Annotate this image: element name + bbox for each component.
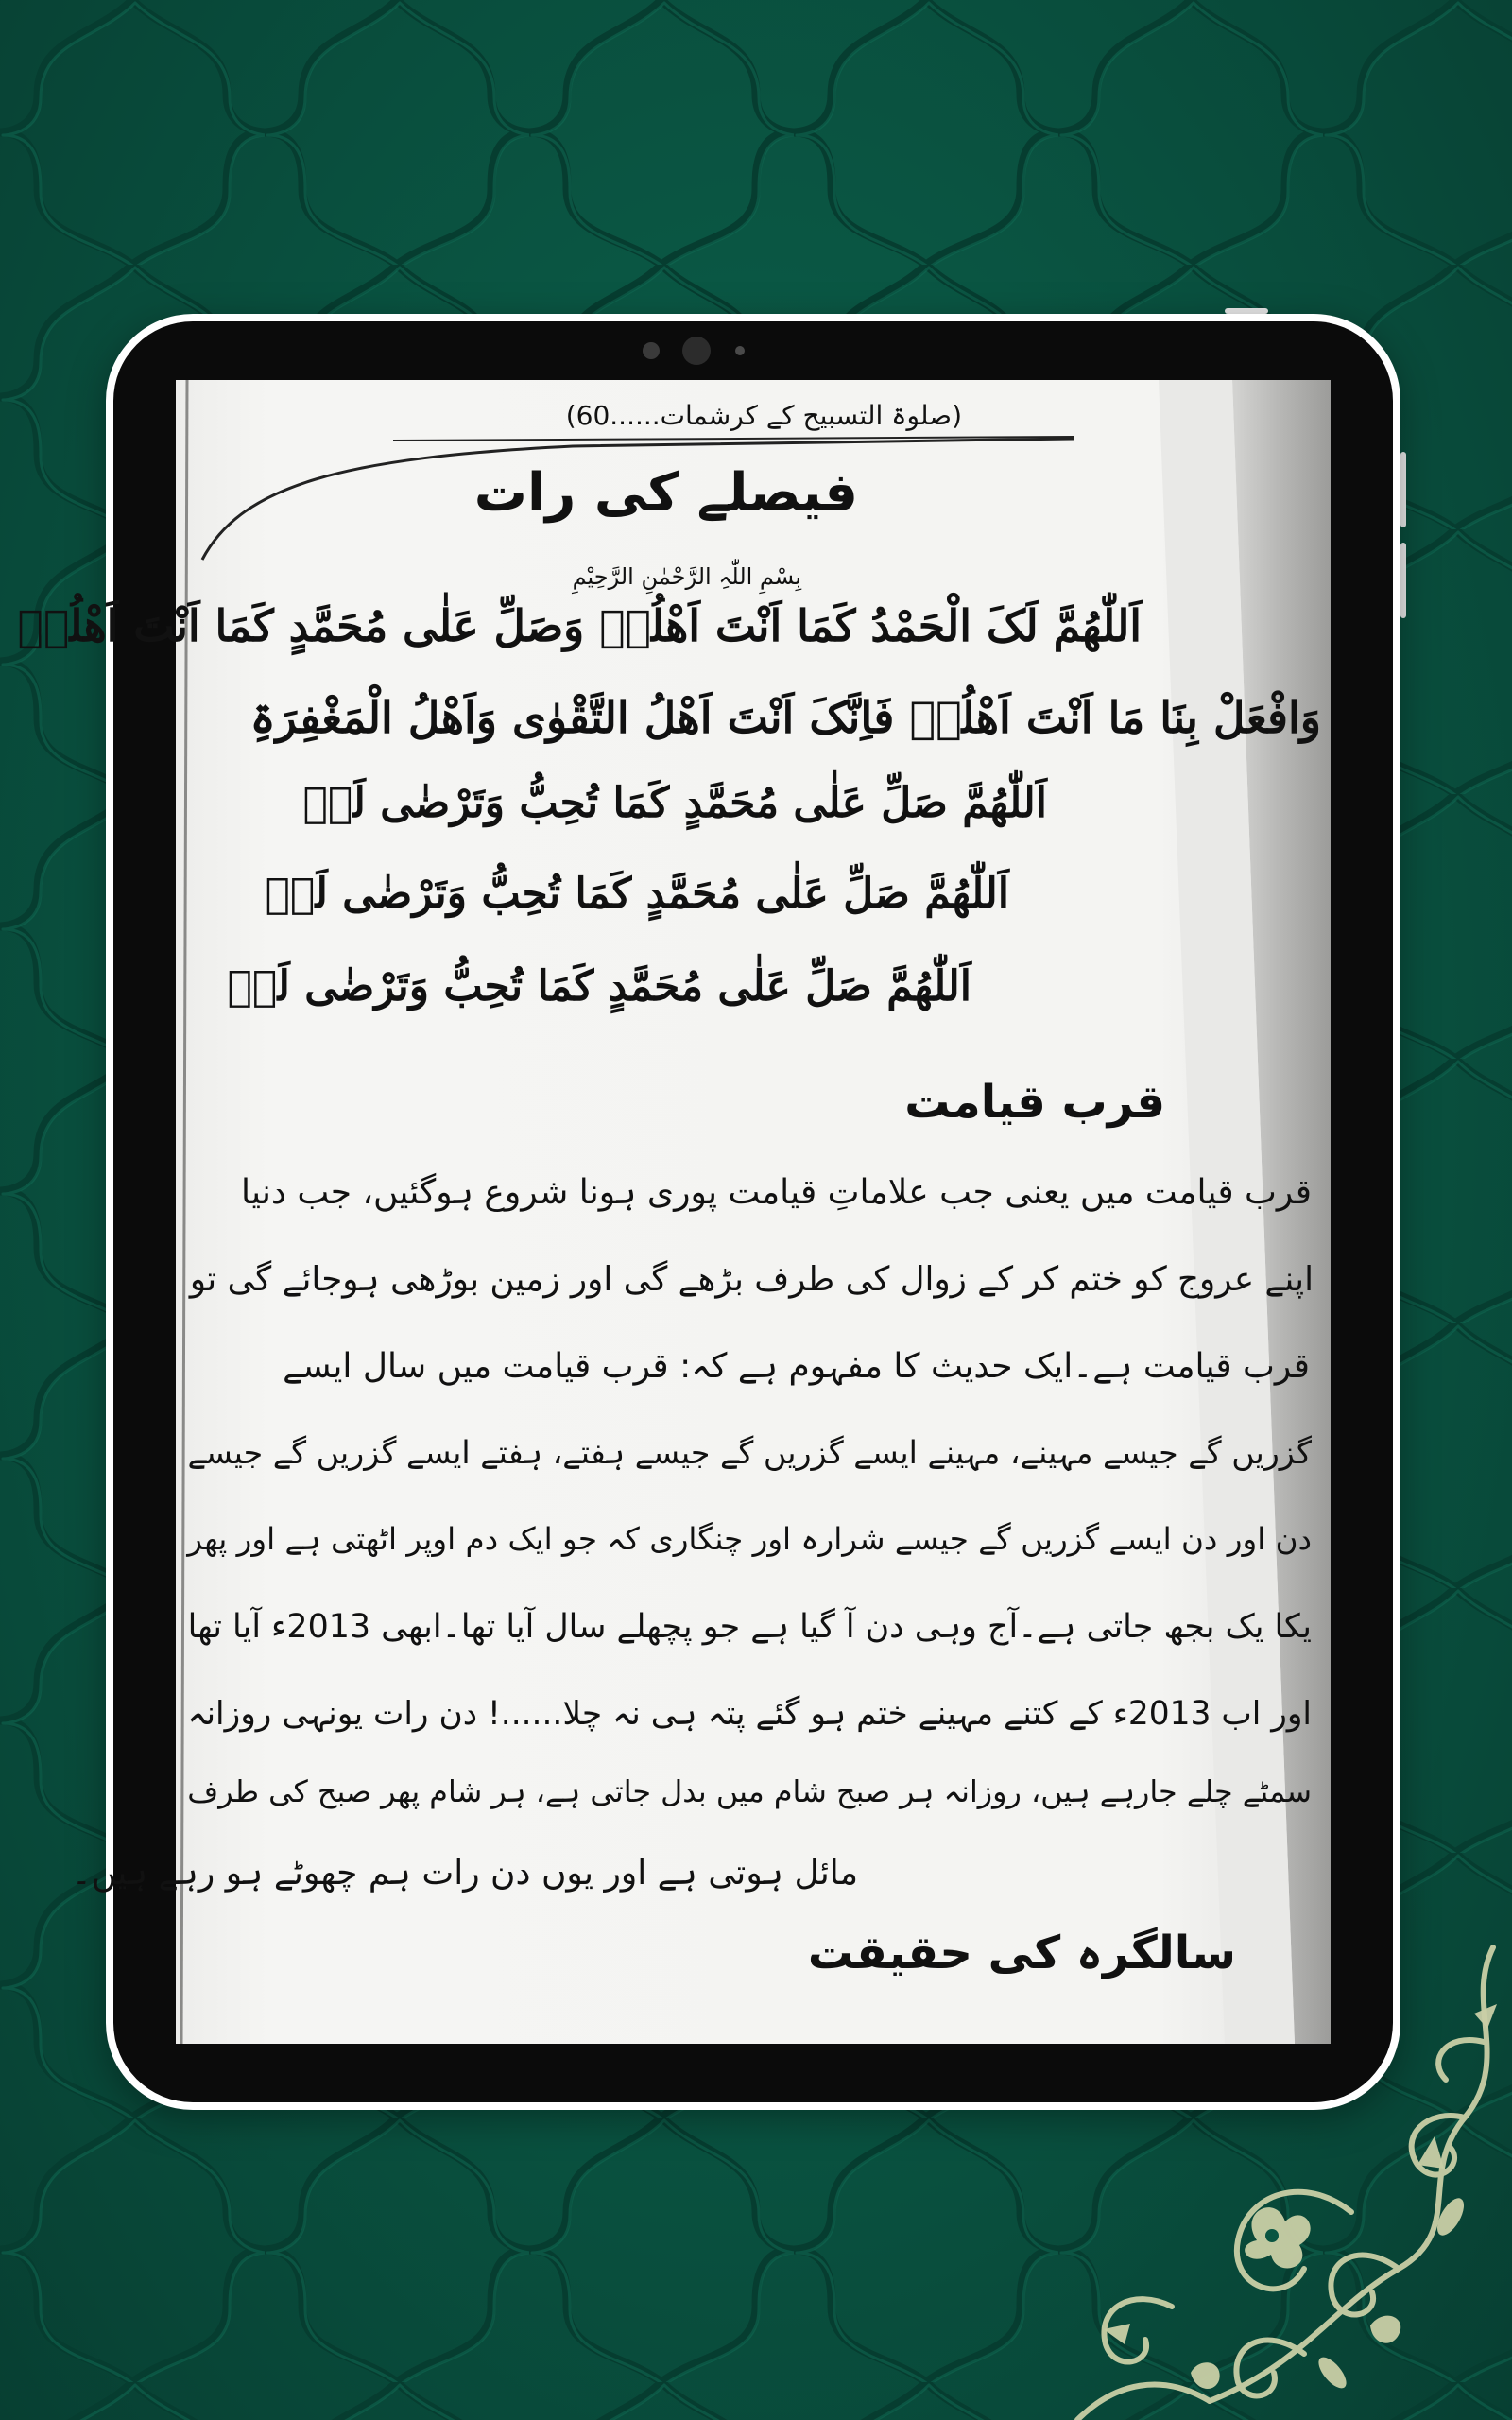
durood-line: اَللّٰھُمَّ صَلِّ عَلٰی مُحَمَّدٍ کَمَا تُحِبُّ وَتَرْضٰی لَہٗ xyxy=(265,870,1009,918)
paragraph-line: گزریں گے جیسے مہینے، مہینے ایسے گزریں گے جیسے ہفتے، ہفتے ایسے گزریں گے جیسے xyxy=(187,1434,1312,1471)
page-header: (صلوۃ التسبیح کے کرشمات......60) xyxy=(565,400,962,431)
sensor-icon xyxy=(643,342,660,359)
section-heading: سالگرہ کی حقیقت xyxy=(807,1927,1236,1979)
arabic-dua-line: اَللّٰھُمَّ لَکَ الْحَمْدُ کَمَا اَنْتَ اَھْلُہٗ وَصَلِّ عَلٰی مُحَمَّدٍ کَمَا اَنْتَ اَھْلُہٗ xyxy=(17,600,1142,651)
camera-bar xyxy=(633,337,765,365)
paragraph-line: مائل ہوتی ہے اور یوں دن رات ہم چھوٹے ہو رہے ہیں۔ xyxy=(71,1854,858,1893)
arabic-dua-line: وَافْعَلْ بِنَا مَا اَنْتَ اَھْلُہٗ فَاِنَّکَ اَنْتَ اَھْلُ التَّقْوٰی وَاَھْلُ الْمَغْفِرَۃِ xyxy=(249,692,1321,743)
floral-ornament-icon xyxy=(1021,1928,1512,2420)
paragraph-line: سمٹے چلے جارہے ہیں، روزانہ ہر صبح شام میں بدل جاتی ہے، ہر شام پھر صبح کی طرف xyxy=(187,1774,1312,1809)
tablet-volume-down-button xyxy=(1400,543,1406,618)
tablet-screen xyxy=(17,380,1331,2044)
paragraph-line: قرب قیامت ہے۔ایک حدیث کا مفہوم ہے کہ: قرب قیامت میں سال ایسے xyxy=(283,1347,1310,1386)
durood-line: اَللّٰھُمَّ صَلِّ عَلٰی مُحَمَّدٍ کَمَا تُحِبُّ وَتَرْضٰی لَہٗ xyxy=(227,962,971,1011)
tablet-volume-up-button xyxy=(1400,452,1406,527)
front-camera-icon xyxy=(682,337,711,365)
durood-line: اَللّٰھُمَّ صَلِّ عَلٰی مُحَمَّدٍ کَمَا تُحِبُّ وَتَرْضٰی لَہٗ xyxy=(302,779,1047,827)
paragraph-line: اور اب 2013ء کے کتنے مہینے ختم ہو گئے پتہ ہی نہ چلا......! دن رات یونہی روزانہ xyxy=(187,1695,1312,1733)
light-sensor-icon xyxy=(735,346,745,355)
paragraph-line: دن اور دن ایسے گزریں گے جیسے شرارہ اور چنگاری کہ جو ایک دم اوپر اٹھتی ہے اور پھر xyxy=(187,1521,1312,1557)
basmala: بِسْمِ اللّٰہِ الرَّحْمٰنِ الرَّحِیْمِ xyxy=(572,563,801,590)
paragraph-line: یکا یک بجھ جاتی ہے۔آج وہی دن آ گیا ہے جو پچھلے سال آیا تھا۔ابھی 2013ء آیا تھا xyxy=(187,1608,1312,1646)
paragraph-line: اپنے عروج کو ختم کر کے زوال کی طرف بڑھے گی اور زمین بوڑھی ہوجائے گی تو xyxy=(189,1260,1314,1299)
section-heading: قرب قیامت xyxy=(904,1076,1165,1129)
chapter-title: فیصلے کی رات xyxy=(473,462,858,524)
paragraph-line: قرب قیامت میں یعنی جب علاماتِ قیامت پوری ہونا شروع ہوگئیں، جب دنیا xyxy=(241,1173,1312,1212)
